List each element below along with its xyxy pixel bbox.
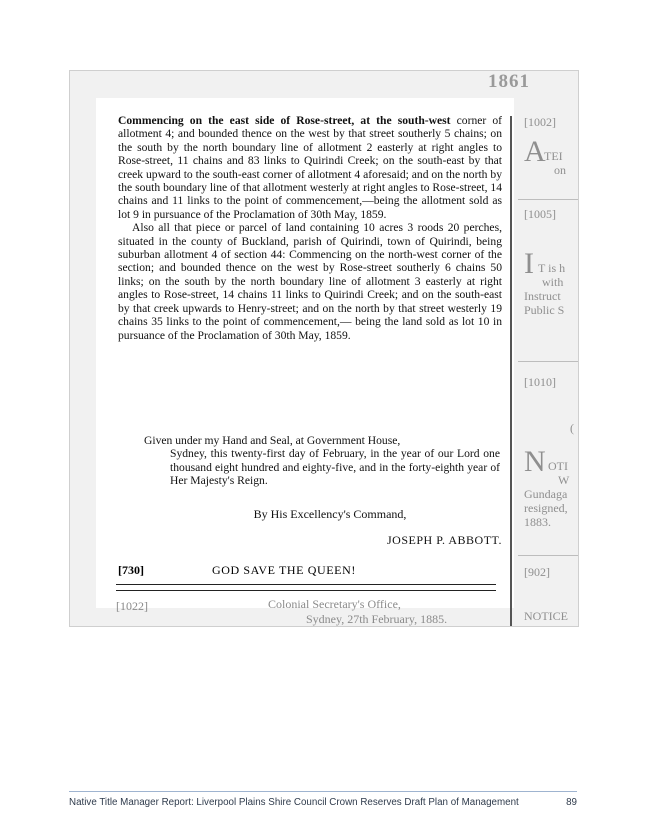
office-line-2: Sydney, 27th February, 1885. <box>306 612 448 626</box>
paragraph-allotment-9 <box>118 114 502 221</box>
side-text: Instruct <box>524 289 561 303</box>
notice-number: [730] <box>118 563 144 577</box>
side-text: ( <box>570 421 574 435</box>
side-text: NOTICE <box>524 609 568 623</box>
side-text: TEI <box>544 149 563 163</box>
paragraph-allotment-10: Also all that piece or parcel of land containing 10 acres 3 roods 20 perches, situated in the county of Buckland, parish of Quirindi, town of Quirindi, being suburban allotment 4 of section 44: Commencing on the north-west corner of the section; and bounded thence on the west by Rose-street southerly 6 chains 50 links; on the south by the north boundary line of allotment 3 easterly at right angles to Rose-street, 14 chains 11 links to Quirindi Creek; and on the south-east by that creek upwards to Henry-street; and on the north by that street westerly 19 chains 35 links to the point of commencement,— being the land sold as lot 10 in pursuance of the Proclamation of 30th May, 1859. <box>118 221 502 342</box>
side-text: OTI <box>548 459 568 473</box>
side-notice-number: [1010] <box>524 375 556 389</box>
side-text: resigned, <box>524 501 568 515</box>
side-divider <box>518 361 578 362</box>
side-text: on <box>554 163 566 177</box>
side-notice-number: [1002] <box>524 115 556 129</box>
given-line-rest: Sydney, this twenty-first day of February, in the year of our Lord one thousand eight hundred and eighty-five, and in the forty-eighth year of Her Majesty's Reign. <box>170 447 500 488</box>
divider-rule <box>116 590 496 591</box>
footer-rule <box>69 791 577 792</box>
side-drop-cap: I <box>524 247 534 280</box>
signatory-name: JOSEPH P. ABBOTT. <box>387 533 502 547</box>
divider-rule <box>116 584 496 585</box>
side-notice-number: [1005] <box>524 207 556 221</box>
given-line-1: Given under my Hand and Seal, at Government House, <box>144 434 401 447</box>
side-text: Public S <box>524 303 565 317</box>
side-divider <box>518 199 578 200</box>
side-text: Gundaga <box>524 487 568 501</box>
side-text: with <box>542 275 564 289</box>
side-text: T is h <box>538 261 566 275</box>
paragraph-lead: Commencing on the east side of Rose-street, at the south-west <box>118 114 451 127</box>
notice-body <box>118 114 502 342</box>
footer-title: Native Title Manager Report: Liverpool Plains Shire Council Crown Reserves Draft Plan of Management <box>69 797 519 808</box>
page-number: 89 <box>566 797 577 808</box>
adjacent-column <box>518 71 578 626</box>
side-drop-cap: N <box>524 445 546 478</box>
side-text: 1883. <box>524 515 551 529</box>
gazette-year: 1861 <box>488 71 530 92</box>
column-divider <box>510 116 512 626</box>
paragraph-rest: corner of allotment 4; and bounded thence on the west by that street southerly 5 chains; on the south by the north boundary line of allotment 2 easterly at right angles to Rose-street, 11 chains and 83 links to Quirindi Creek; on the south-east by that creek upward to the south-east corner of allotment 4 aforesaid; and on the north by the south boundary line of that allotment westerly at right angles to Rose-street, 14 chains and 11 links to the point of commencement,—being the allotment sold as lot 9 in pursuance of the Proclamation of 30th May, 1859. <box>118 114 502 221</box>
excellency-command: By His Excellency's Command, <box>253 507 407 521</box>
given-under-seal-block <box>118 434 502 547</box>
side-text: W <box>558 473 570 487</box>
colonial-secretary-office <box>268 597 447 627</box>
god-save-the-queen: GOD SAVE THE QUEEN! <box>212 563 356 577</box>
bottom-notice-number: [1022] <box>116 599 148 613</box>
gazette-scan-image <box>69 70 579 627</box>
side-notice-number: [902] <box>524 565 550 579</box>
side-divider <box>518 555 578 556</box>
gazette-notice-column <box>96 98 514 608</box>
office-line-1: Colonial Secretary's Office, <box>268 597 401 611</box>
side-drop-cap: A <box>524 135 546 168</box>
